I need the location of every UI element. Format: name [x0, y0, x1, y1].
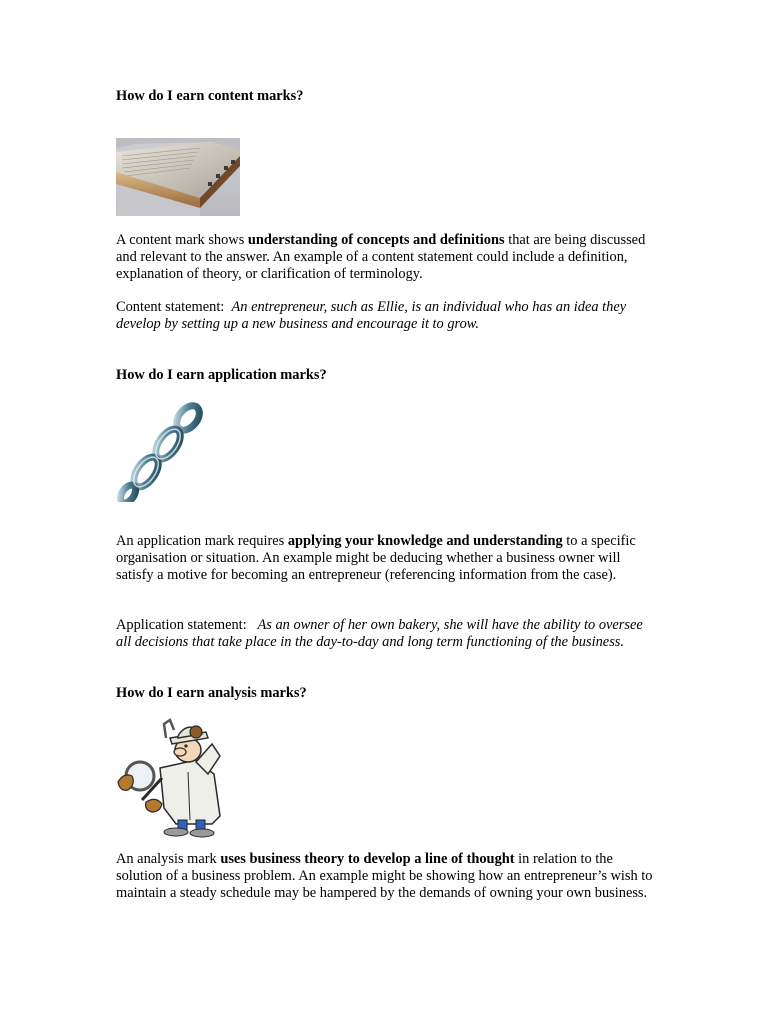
application-marks-heading: How do I earn application marks? — [116, 367, 327, 383]
key-phrase: uses business theory to develop a line of thought — [220, 851, 515, 867]
body-text: to a specific organisation or situation. An example might be deducing whether a business owner will satisfy a motive for becoming an entrepreneur (referencing information from the case). — [116, 533, 636, 583]
statement-label: Application statement: — [116, 617, 258, 633]
content-marks-heading: How do I earn content marks? — [116, 88, 304, 104]
body-text: An application mark requires — [116, 533, 288, 549]
open-book-photo — [116, 138, 240, 216]
statement-example: An entrepreneur, such as Ellie, is an individual who has an idea they develop by setting up a new business and encourage it to grow. — [116, 299, 627, 332]
statement-example: As an owner of her own bakery, she will have the ability to oversee all decisions that take place in the day-to-day and long term functioning of the business. — [116, 617, 643, 650]
chain-links-picture — [116, 398, 210, 502]
detective-with-magnifier-cartoon — [116, 716, 224, 838]
content-marks-explanation — [116, 232, 656, 282]
statement-label: Content statement: — [116, 299, 232, 315]
body-text: An analysis mark — [116, 851, 221, 867]
application-statement — [116, 617, 656, 651]
analysis-marks-explanation — [116, 851, 656, 901]
content-statement — [116, 299, 656, 333]
application-marks-explanation — [116, 533, 656, 583]
analysis-marks-heading: How do I earn analysis marks? — [116, 685, 307, 701]
key-phrase: understanding of concepts and definitions — [247, 232, 505, 248]
body-text: in relation to the solution of a business problem. An example might be showing how an entrepreneur’s wish to maintain a steady schedule may be hampered by the demands of owning your own business. — [116, 851, 653, 901]
body-text: that are being discussed and relevant to the answer. An example of a content statement could include a definition, explanation of theory, or clarification of terminology. — [116, 232, 646, 282]
body-text: A content mark shows — [116, 232, 248, 248]
key-phrase: applying your knowledge and understanding — [287, 533, 563, 549]
